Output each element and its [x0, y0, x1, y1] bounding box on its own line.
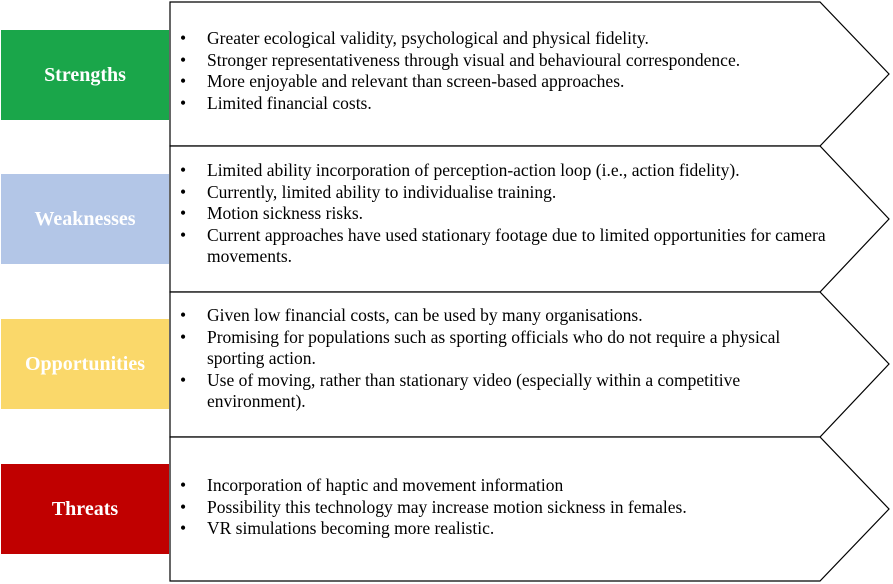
strengths-list [180, 28, 860, 114]
weaknesses-label-box [1, 174, 169, 264]
strengths-label: Strengths [44, 63, 126, 86]
list-item: • Possibility this technology may increase motion sickness in females. [180, 497, 820, 519]
weaknesses-label: Weaknesses [34, 207, 136, 230]
list-item: • VR simulations becoming more realistic. [180, 518, 820, 540]
list-item: • Limited ability incorporation of perception-action loop (i.e., action fidelity). [180, 160, 870, 182]
threats-label-box [1, 464, 169, 554]
list-item: • More enjoyable and relevant than screen-based approaches. [180, 71, 860, 93]
list-item: • Limited financial costs. [180, 93, 860, 115]
list-item: • Current approaches have used stationary footage due to limited opportunities for camera movements. [180, 225, 837, 268]
list-item: • Stronger representativeness through visual and behavioural correspondence. [180, 50, 860, 72]
threats-label: Threats [51, 497, 119, 520]
list-item: • Given low financial costs, can be used by many organisations. [180, 305, 820, 327]
opportunities-label: Opportunities [24, 352, 146, 375]
threats-list [180, 475, 820, 540]
list-item: • Currently, limited ability to individualise training. [180, 182, 870, 204]
opportunities-list [180, 305, 820, 413]
weaknesses-list [180, 160, 870, 268]
opportunities-label-box [1, 319, 169, 409]
list-item: • Incorporation of haptic and movement information [180, 475, 820, 497]
list-item: • Greater ecological validity, psychological and physical fidelity. [180, 28, 860, 50]
list-item: • Use of moving, rather than stationary video (especially within a competitive environment). [180, 370, 820, 413]
list-item: • Motion sickness risks. [180, 203, 870, 225]
list-item: • Promising for populations such as sporting officials who do not require a physical sporting action. [180, 327, 820, 370]
strengths-label-box [1, 30, 169, 120]
